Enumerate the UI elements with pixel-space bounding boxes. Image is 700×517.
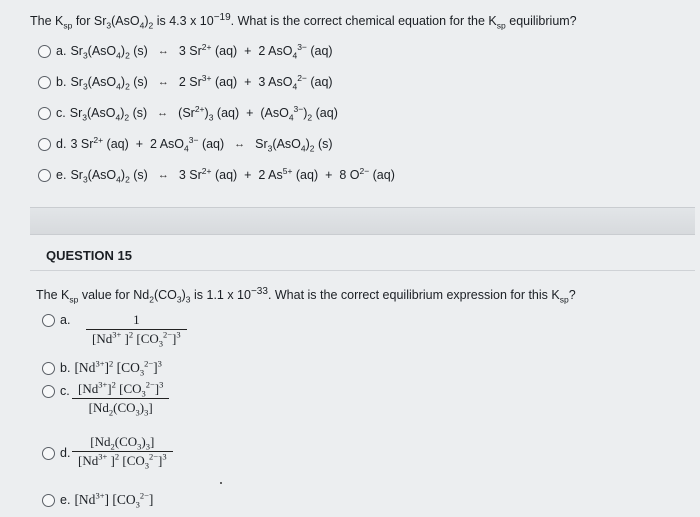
fraction-numerator: $[Nd_2(CO_3)_3]$ [90, 434, 155, 452]
radio-button[interactable] [42, 314, 55, 327]
stem-text: for Sr [72, 14, 107, 28]
equilibrium-expression: $[Nd^{3+}]^2$ $[CO_3^{2-}]^3$ [74, 358, 162, 378]
radio-button[interactable] [38, 76, 51, 89]
q15-option-b[interactable] [42, 360, 162, 376]
option-left: 3 $Sr^{2+}$ (aq) + 2 AsO$_4^{3-}$ (aq) [70, 134, 225, 154]
equilibrium-expression: $[Nd^{3+}]$ $[CO_3^{2-}]$ [74, 490, 154, 510]
stem-text: (CO [153, 288, 177, 302]
option-left: $Sr_3(AsO_4)_2$ (s) [69, 106, 148, 123]
stem-text: ) [144, 14, 149, 28]
stem-sub: 2 [148, 20, 154, 31]
radio-button[interactable] [38, 138, 51, 151]
stem-text: is 1.1 x 10 [190, 288, 251, 302]
radio-button[interactable] [38, 107, 51, 120]
stem-sub: sp [559, 294, 569, 305]
q14-option-b[interactable] [38, 72, 333, 92]
option-letter: a. [56, 44, 67, 58]
stem-text: ? [568, 288, 576, 302]
stem-text: ) [181, 288, 186, 302]
q14-option-a[interactable] [38, 41, 333, 61]
q14-option-d[interactable] [38, 134, 333, 154]
option-letter: e. [56, 168, 67, 182]
stem-sub: 3 [185, 294, 191, 305]
q15-option-d[interactable] [42, 446, 74, 460]
radio-button[interactable] [38, 45, 51, 58]
option-letter: b. [56, 75, 67, 89]
stray-mark [220, 482, 222, 484]
equilibrium-arrow-icon: ↔ [234, 138, 246, 150]
fraction-denominator: $[Nd_2(CO_3)_3]$ [72, 398, 169, 416]
fraction-denominator: [$Nd^{3+}$ ]$^2$ $[CO_3^{2-}]^3$ [86, 329, 187, 347]
radio-button[interactable] [38, 169, 51, 182]
stem-text: equilibrium? [505, 14, 577, 28]
equilibrium-arrow-icon: ↔ [157, 76, 169, 88]
stem-sup: −19 [213, 11, 231, 23]
question-divider [30, 207, 695, 235]
radio-button[interactable] [42, 385, 55, 398]
fraction-numerator: $[Nd^{3+}]^2$ $[CO_3^{2-}]^3$ [78, 379, 164, 399]
radio-button[interactable] [42, 447, 55, 460]
stem-sub: 4 [139, 20, 145, 31]
radio-button[interactable] [42, 362, 55, 375]
option-letter: e. [60, 493, 71, 507]
option-left: $Sr_3(AsO_4)_2$ (s) [70, 44, 148, 61]
stem-sub: 3 [106, 20, 112, 31]
equilibrium-arrow-icon: ↔ [157, 169, 169, 181]
stem-text: value for Nd [78, 288, 150, 302]
option-letter: c. [60, 384, 70, 398]
option-letter: b. [60, 361, 71, 375]
option-letter: c. [56, 106, 66, 120]
radio-button[interactable] [42, 494, 55, 507]
option-left: $Sr_3(AsO_4)_2$ (s) [70, 168, 148, 185]
stem-sup: −33 [250, 285, 268, 297]
stem-text: . What is the correct equilibrium expression for this K [267, 288, 560, 302]
stem-text: The K [36, 288, 70, 302]
question-14-stem [30, 11, 577, 31]
header-rule [30, 270, 695, 271]
question-15-header: QUESTION 15 [46, 248, 132, 263]
fraction-numerator: 1 [133, 312, 140, 327]
stem-sub: sp [63, 20, 73, 31]
q15-d-fraction [72, 434, 173, 469]
stem-text: (AsO [111, 14, 140, 28]
stem-text: is 4.3 x 10 [153, 14, 214, 28]
q15-option-c[interactable] [42, 384, 74, 398]
option-right: 2 $Sr^{3+}$ (aq) + 3 AsO$_4^{2-}$ (aq) [178, 72, 333, 92]
option-right: $Sr_3(AsO_4)_2$ (s) [255, 137, 333, 154]
equilibrium-arrow-icon: ↔ [157, 45, 169, 57]
option-letter: d. [60, 446, 71, 460]
option-letter: a. [60, 313, 71, 327]
fraction-denominator: [$Nd^{3+}$ ]$^2$ $[CO_3^{2-}]^3$ [72, 451, 173, 469]
stem-text: The K [30, 14, 64, 28]
q15-option-e[interactable] [42, 492, 153, 508]
option-right: $(Sr^{2+})_3$ $(aq) + (AsO_4^{3-})_2$ (aq) [178, 103, 338, 123]
question-15-stem [36, 285, 576, 305]
stem-sub: sp [69, 294, 79, 305]
equilibrium-arrow-icon: ↔ [157, 107, 169, 119]
q15-a-fraction [86, 312, 187, 347]
stem-sub: 3 [176, 294, 182, 305]
option-right: 3 $Sr^{2+}$ (aq) + 2 $As^{5+}$ (aq) + 8 $O^{2-}$ (aq) [178, 165, 395, 182]
q15-c-fraction [72, 381, 169, 416]
option-left: $Sr_3(AsO_4)_2$ (s) [70, 75, 148, 92]
stem-sub: 2 [149, 294, 154, 305]
q14-option-e[interactable] [38, 165, 395, 185]
option-right: 3 $Sr^{2+}$ (aq) + 2 AsO$_4^{3-}$ (aq) [178, 41, 333, 61]
q14-option-c[interactable] [38, 103, 338, 123]
stem-sub: sp [496, 20, 506, 31]
stem-text: . What is the correct chemical equation for the K [230, 14, 497, 28]
option-letter: d. [56, 137, 67, 151]
q15-option-a[interactable] [42, 313, 74, 327]
